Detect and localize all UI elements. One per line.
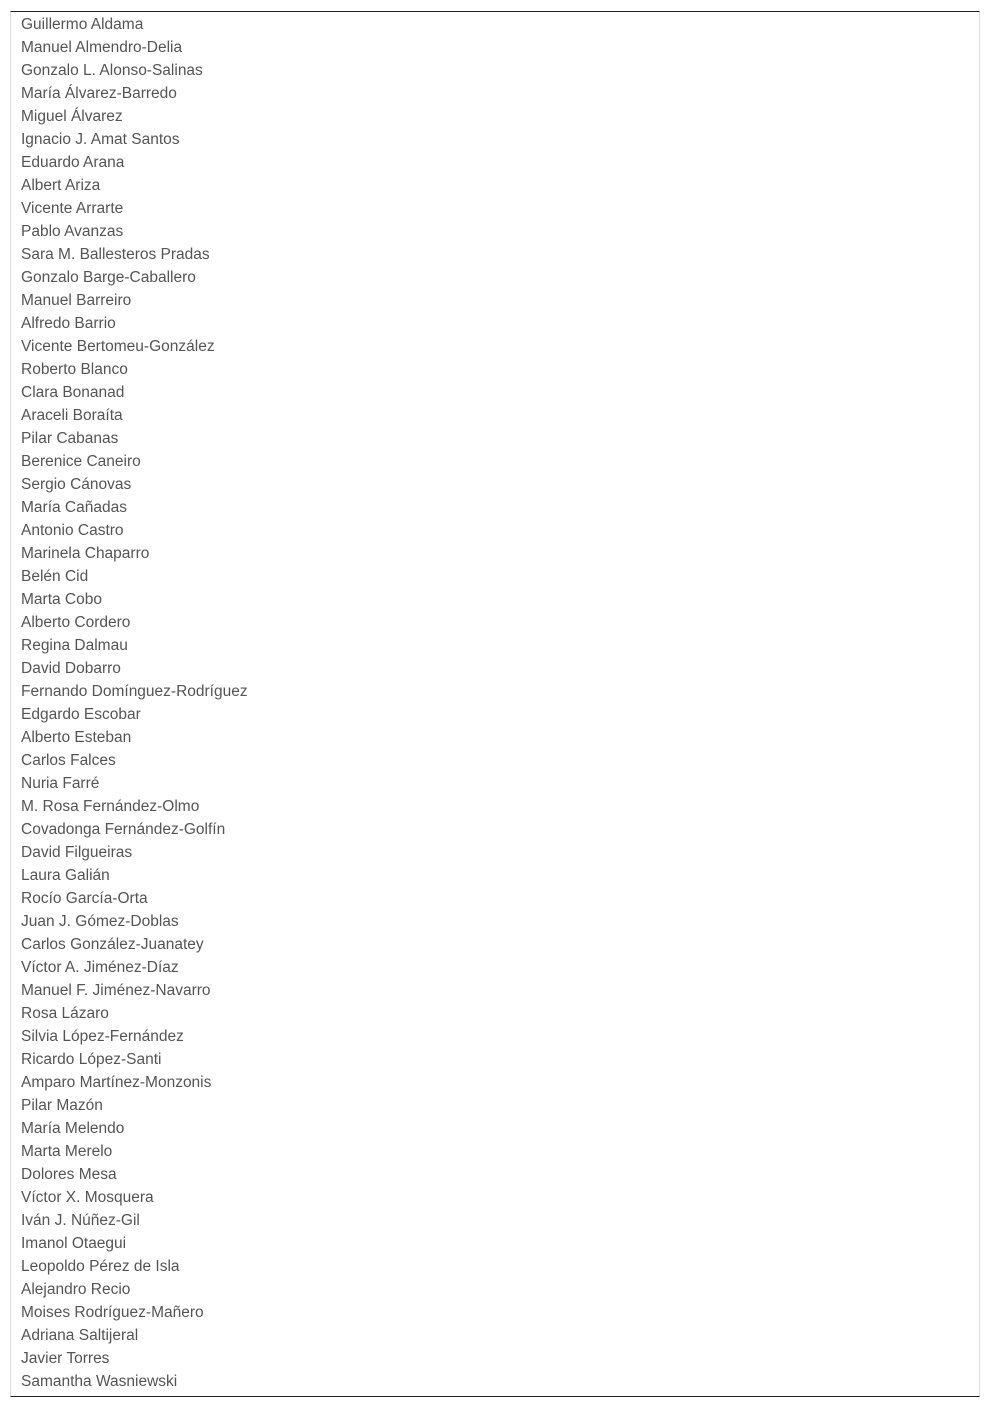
- list-item: Javier Torres: [21, 1350, 110, 1367]
- list-item: Manuel F. Jiménez-Navarro: [21, 982, 211, 999]
- list-item: Marta Cobo: [21, 591, 102, 608]
- list-item: Juan J. Gómez-Doblas: [21, 913, 179, 930]
- list-item: Pablo Avanzas: [21, 223, 124, 240]
- list-item: David Dobarro: [21, 660, 121, 677]
- list-item: Nuria Farré: [21, 775, 100, 792]
- list-item: María Álvarez-Barredo: [21, 85, 177, 102]
- list-item: Albert Ariza: [21, 177, 101, 194]
- list-item: María Cañadas: [21, 499, 127, 516]
- list-item: Marinela Chaparro: [21, 545, 150, 562]
- list-item: María Melendo: [21, 1120, 125, 1137]
- list-item: Adriana Saltijeral: [21, 1327, 139, 1344]
- list-item: Miguel Álvarez: [21, 108, 123, 125]
- list-item: Rosa Lázaro: [21, 1005, 109, 1022]
- list-item: Berenice Caneiro: [21, 453, 141, 470]
- list-item: Fernando Domínguez-Rodríguez: [21, 683, 248, 700]
- list-item: Amparo Martínez-Monzonis: [21, 1074, 212, 1091]
- list-item: Covadonga Fernández-Golfín: [21, 821, 226, 838]
- list-item: Pilar Mazón: [21, 1097, 103, 1114]
- list-item: Samantha Wasniewski: [21, 1373, 178, 1390]
- list-item: Manuel Barreiro: [21, 292, 132, 309]
- list-item: Víctor A. Jiménez-Díaz: [21, 959, 179, 976]
- list-item: Ricardo López-Santi: [21, 1051, 162, 1068]
- list-item: Dolores Mesa: [21, 1166, 117, 1183]
- list-item: Pilar Cabanas: [21, 430, 119, 447]
- list-item: Carlos Falces: [21, 752, 116, 769]
- list-item: Laura Galián: [21, 867, 110, 884]
- list-item: Eduardo Arana: [21, 154, 125, 171]
- list-item: Roberto Blanco: [21, 361, 128, 378]
- list-item: Marta Merelo: [21, 1143, 113, 1160]
- list-item: Víctor X. Mosquera: [21, 1189, 154, 1206]
- list-item: Alejandro Recio: [21, 1281, 131, 1298]
- list-item: Edgardo Escobar: [21, 706, 141, 723]
- list-item: Sergio Cánovas: [21, 476, 132, 493]
- list-item: Leopoldo Pérez de Isla: [21, 1258, 180, 1275]
- name-list: [11, 12, 979, 1393]
- name-table: [10, 11, 980, 1397]
- list-item: Alberto Cordero: [21, 614, 131, 631]
- list-item: Vicente Arrarte: [21, 200, 124, 217]
- list-item: Moises Rodríguez-Mañero: [21, 1304, 204, 1321]
- list-item: Araceli Boraíta: [21, 407, 123, 424]
- list-item: Gonzalo Barge-Caballero: [21, 269, 196, 286]
- list-item: Guillermo Aldama: [21, 16, 144, 33]
- list-item: Belén Cid: [21, 568, 89, 585]
- list-item: Ignacio J. Amat Santos: [21, 131, 180, 148]
- list-item: M. Rosa Fernández-Olmo: [21, 798, 200, 815]
- list-item: Carlos González-Juanatey: [21, 936, 204, 953]
- list-item: David Filgueiras: [21, 844, 133, 861]
- list-item: Alberto Esteban: [21, 729, 132, 746]
- list-item: Manuel Almendro-Delia: [21, 39, 183, 56]
- list-item: Antonio Castro: [21, 522, 124, 539]
- list-item: Alfredo Barrio: [21, 315, 116, 332]
- list-item: Gonzalo L. Alonso-Salinas: [21, 62, 203, 79]
- list-item: Clara Bonanad: [21, 384, 125, 401]
- list-item: Regina Dalmau: [21, 637, 128, 654]
- list-item: Sara M. Ballesteros Pradas: [21, 246, 210, 263]
- list-item: Rocío García-Orta: [21, 890, 148, 907]
- list-item: Iván J. Núñez-Gil: [21, 1212, 140, 1229]
- list-item: Imanol Otaegui: [21, 1235, 127, 1252]
- list-item: Silvia López-Fernández: [21, 1028, 184, 1045]
- list-item: Vicente Bertomeu-González: [21, 338, 215, 355]
